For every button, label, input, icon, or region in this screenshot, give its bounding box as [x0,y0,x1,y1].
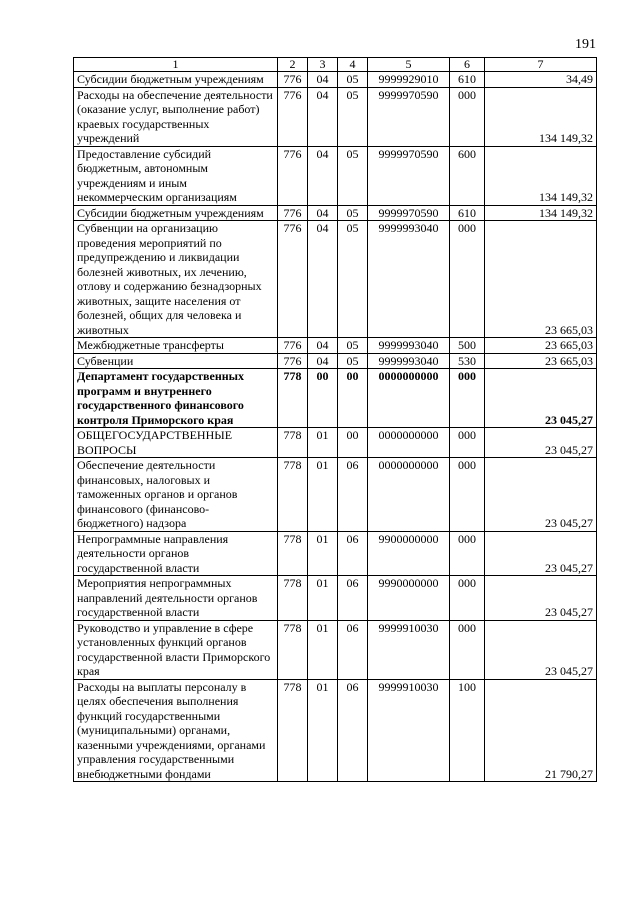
row-code-cell: 778 [278,369,308,428]
row-expense-type-cell: 500 [450,338,485,354]
row-code-cell: 776 [278,338,308,354]
row-section-cell: 01 [308,620,338,679]
row-name-cell: Межбюджетные трансферты [74,338,278,354]
row-code-cell: 778 [278,679,308,782]
row-code-cell: 778 [278,458,308,532]
row-subsection-cell: 00 [338,428,368,458]
table-row [74,353,597,369]
table-row [74,679,597,782]
row-name-cell: Мероприятия непрограммных направлений деятельности органов государственной власти [74,576,278,621]
row-section-cell: 04 [308,338,338,354]
row-subsection-cell: 06 [338,620,368,679]
row-section-cell: 04 [308,205,338,221]
row-section-cell: 04 [308,353,338,369]
row-target-article-cell: 0000000000 [368,428,450,458]
row-expense-type-cell: 600 [450,146,485,205]
row-code-cell: 778 [278,576,308,621]
row-target-article-cell: 0000000000 [368,369,450,428]
table-row [74,72,597,88]
row-expense-type-cell: 530 [450,353,485,369]
row-name-cell: Субвенции [74,353,278,369]
table-row [74,620,597,679]
row-name-cell: Расходы на обеспечение деятельности (оказание услуг, выполнение работ) краевых государственных учреждений [74,87,278,146]
row-amount-cell: 21 790,27 [485,679,597,782]
column-header: 4 [338,58,368,72]
row-name-cell: Субвенции на организацию проведения мероприятий по предупреждению и ликвидации болезней животных, их лечению, отлову и содержанию безнадзорных животных, защите населения от болезней, общих для человека и животных [74,221,278,338]
column-header: 6 [450,58,485,72]
table-row [74,221,597,338]
row-name-cell: Предоставление субсидий бюджетным, автономным учреждениям и иным некоммерческим организациям [74,146,278,205]
row-subsection-cell: 05 [338,146,368,205]
row-target-article-cell: 9999910030 [368,620,450,679]
row-amount-cell: 134 149,32 [485,205,597,221]
column-header: 5 [368,58,450,72]
row-subsection-cell: 05 [338,72,368,88]
row-code-cell: 776 [278,221,308,338]
row-name-cell: Субсидии бюджетным учреждениям [74,205,278,221]
table-row [74,87,597,146]
row-expense-type-cell: 100 [450,679,485,782]
table-row [74,338,597,354]
row-amount-cell: 23 045,27 [485,620,597,679]
row-expense-type-cell: 000 [450,458,485,532]
row-name-cell: ОБЩЕГОСУДАРСТВЕННЫЕ ВОПРОСЫ [74,428,278,458]
row-code-cell: 776 [278,72,308,88]
page-number: 191 [575,37,596,52]
row-section-cell: 01 [308,679,338,782]
row-section-cell: 01 [308,428,338,458]
row-section-cell: 00 [308,369,338,428]
row-expense-type-cell: 000 [450,620,485,679]
table-row [74,428,597,458]
row-expense-type-cell: 000 [450,221,485,338]
row-expense-type-cell: 000 [450,531,485,576]
row-section-cell: 01 [308,458,338,532]
row-amount-cell: 23 665,03 [485,353,597,369]
column-header: 7 [485,58,597,72]
column-header: 1 [74,58,278,72]
row-target-article-cell: 9990000000 [368,576,450,621]
row-subsection-cell: 05 [338,205,368,221]
row-name-cell: Расходы на выплаты персоналу в целях обеспечения выполнения функций государственными (муниципальными) органами, казенными учреждениями, органами управления государственными внебюджетными фондами [74,679,278,782]
row-subsection-cell: 06 [338,458,368,532]
row-amount-cell: 23 045,27 [485,531,597,576]
row-target-article-cell: 9999993040 [368,221,450,338]
row-subsection-cell: 05 [338,353,368,369]
row-amount-cell: 23 045,27 [485,576,597,621]
row-name-cell: Субсидии бюджетным учреждениям [74,72,278,88]
row-name-cell: Непрограммные направления деятельности органов государственной власти [74,531,278,576]
row-target-article-cell: 9900000000 [368,531,450,576]
row-expense-type-cell: 610 [450,72,485,88]
row-target-article-cell: 9999993040 [368,353,450,369]
row-subsection-cell: 05 [338,338,368,354]
row-amount-cell: 134 149,32 [485,87,597,146]
row-amount-cell: 134 149,32 [485,146,597,205]
row-section-cell: 04 [308,221,338,338]
row-section-cell: 01 [308,531,338,576]
row-target-article-cell: 9999910030 [368,679,450,782]
row-subsection-cell: 05 [338,87,368,146]
row-amount-cell: 34,49 [485,72,597,88]
row-section-cell: 01 [308,576,338,621]
row-subsection-cell: 05 [338,221,368,338]
table-row [74,369,597,428]
row-code-cell: 776 [278,87,308,146]
table-row [74,531,597,576]
row-expense-type-cell: 000 [450,87,485,146]
table-row [74,458,597,532]
row-section-cell: 04 [308,72,338,88]
table-row [74,205,597,221]
row-amount-cell: 23 045,27 [485,428,597,458]
row-target-article-cell: 9999970590 [368,146,450,205]
row-name-cell: Департамент государственных программ и внутреннего государственного финансового контроля Приморского края [74,369,278,428]
row-expense-type-cell: 000 [450,428,485,458]
row-target-article-cell: 9999970590 [368,87,450,146]
row-amount-cell: 23 665,03 [485,221,597,338]
row-amount-cell: 23 665,03 [485,338,597,354]
row-expense-type-cell: 000 [450,369,485,428]
row-subsection-cell: 06 [338,531,368,576]
row-code-cell: 776 [278,353,308,369]
row-amount-cell: 23 045,27 [485,369,597,428]
row-name-cell: Руководство и управление в сфере установленных функций органов государственной власти Приморского края [74,620,278,679]
row-target-article-cell: 9999993040 [368,338,450,354]
row-subsection-cell: 06 [338,679,368,782]
row-expense-type-cell: 000 [450,576,485,621]
column-header: 3 [308,58,338,72]
row-expense-type-cell: 610 [450,205,485,221]
row-code-cell: 778 [278,531,308,576]
row-section-cell: 04 [308,87,338,146]
row-subsection-cell: 06 [338,576,368,621]
row-target-article-cell: 9999929010 [368,72,450,88]
table-header-row [74,58,597,72]
row-name-cell: Обеспечение деятельности финансовых, налоговых и таможенных органов и органов финансового (финансово-бюджетного) надзора [74,458,278,532]
row-amount-cell: 23 045,27 [485,458,597,532]
row-code-cell: 776 [278,146,308,205]
table-row [74,146,597,205]
row-target-article-cell: 0000000000 [368,458,450,532]
row-code-cell: 776 [278,205,308,221]
row-subsection-cell: 00 [338,369,368,428]
row-code-cell: 778 [278,428,308,458]
row-code-cell: 778 [278,620,308,679]
budget-table [73,57,597,782]
column-header: 2 [278,58,308,72]
row-target-article-cell: 9999970590 [368,205,450,221]
table-row [74,576,597,621]
row-section-cell: 04 [308,146,338,205]
